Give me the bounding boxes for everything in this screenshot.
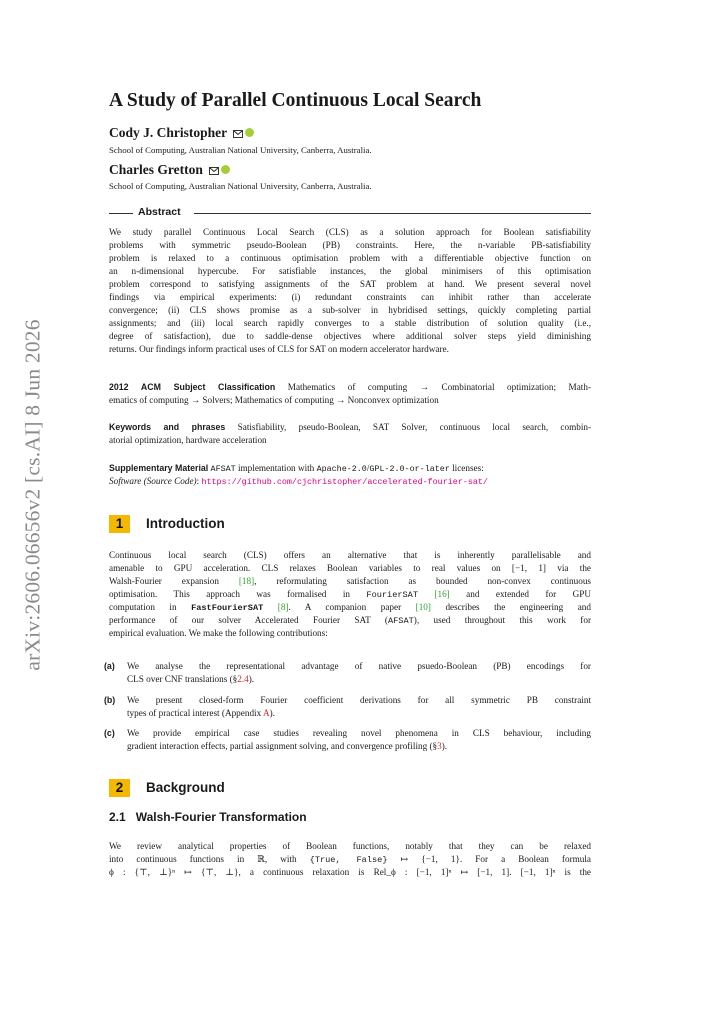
section-title: Introduction — [146, 516, 225, 531]
abstract-line: findings via empirical experiments: (i) redundant constraints can inhibit rather than accelerate — [109, 292, 591, 302]
software-label: Software (Source Code) — [109, 476, 197, 486]
citation-link[interactable]: [8] — [277, 602, 289, 612]
abstract-body — [109, 226, 591, 356]
abstract-rule — [109, 213, 133, 214]
section-number-badge: 2 — [109, 779, 130, 797]
keywords — [109, 421, 591, 447]
author-2 — [109, 162, 230, 178]
source-code-link[interactable]: https://github.com/cjchristopher/accelerated-fourier-sat/ — [201, 477, 488, 487]
section-heading-introduction — [109, 515, 225, 533]
abstract-line: returns. Our findings inform practical uses of CLS for SAT on modern accelerator hardware. — [109, 344, 449, 354]
author-name: Cody J. Christopher — [109, 125, 227, 140]
abstract-line: convergence; (ii) CLS shows promise as a sub-solver in hybridised settings, quickly completing partial — [109, 305, 591, 315]
tool-name: AFSAT — [210, 464, 236, 474]
citation-link[interactable]: [10] — [415, 602, 431, 612]
subsection-title: Walsh-Fourier Transformation — [135, 810, 307, 824]
license: GPL-2.0-or-later — [369, 464, 450, 474]
appendix-ref-link[interactable]: A — [262, 708, 270, 718]
acm-classification — [109, 381, 591, 407]
orcid-icon[interactable] — [221, 165, 230, 174]
license: Apache-2.0 — [316, 464, 367, 474]
abstract-heading: Abstract — [138, 206, 181, 218]
item-label: (c) — [104, 728, 115, 738]
citation-link[interactable]: [18] — [238, 576, 255, 586]
email-icon[interactable] — [233, 130, 243, 138]
paper-title: A Study of Parallel Continuous Local Search — [109, 90, 482, 111]
contribution-item: (b) We present closed-form Fourier coefficient derivations for all symmetric PB constraint types of practical interest (Appendix A). — [104, 695, 591, 718]
section-heading-background — [109, 779, 225, 797]
abstract-line: degree of satisfaction), due to saddle-dense objectives where additional solver steps yield diminishing — [109, 331, 591, 341]
acm-label: 2012 ACM Subject Classification — [109, 382, 276, 392]
supplementary-material: Supplementary Material AFSAT implementation with Apache-2.0/GPL-2.0-or-later licenses: Software (Source Code): https://github.com/cjchristopher/accelerated-fourier-sat/ — [109, 463, 488, 487]
contribution-item: (a) We analyse the representational advantage of native psuedo-Boolean (PB) encodings for CLS over CNF translations (§2.4). — [104, 661, 591, 684]
author-1-affiliation: School of Computing, Australian National University, Canberra, Australia. — [109, 145, 372, 155]
author-name: Charles Gretton — [109, 162, 203, 177]
orcid-icon[interactable] — [245, 128, 254, 137]
section-ref-link[interactable]: 2.4 — [237, 674, 249, 684]
acm-text: ematics of computing → Solvers; Mathematics of computing → Nonconvex optimization — [109, 395, 439, 405]
abstract-rule — [194, 213, 591, 214]
author-2-affiliation: School of Computing, Australian National University, Canberra, Australia. — [109, 181, 372, 191]
contribution-item: (c) We provide empirical case studies revealing novel phenomena in CLS behaviour, including gradient interaction effects, partial assignment solving, and convergence profiling (§3). — [104, 728, 591, 751]
abstract-line: problem is relaxed to a continuous optimisation problem with a differentiable objective function on — [109, 253, 591, 263]
keywords-text: atorial optimization, hardware acceleration — [109, 435, 267, 445]
subsection-heading — [109, 810, 307, 824]
arxiv-side-stamp: arXiv:2606.06656v2 [cs.AI] 8 Jun 2026 — [20, 319, 45, 671]
supplementary-label: Supplementary Material — [109, 463, 209, 473]
abstract-line: problems with symmetric pseudo-Boolean (PB) constraints. Here, the n-variable PB-satisfiability — [109, 240, 591, 250]
item-label: (a) — [104, 661, 115, 671]
keywords-text: Satisfiability, pseudo-Boolean, SAT Solver, continuous local search, combin- — [237, 422, 591, 432]
subsection-number: 2.1 — [109, 810, 126, 824]
keywords-label: Keywords and phrases — [109, 422, 226, 432]
acm-text: Mathematics of computing → Combinatorial optimization; Math- — [287, 382, 591, 392]
background-paragraph: We review analytical properties of Boolean functions, notably that they can be relaxed into continuous functions in ℝ, with {True, False} ↦ {−1, 1}. For a Boolean formula ϕ : {⊤, ⊥}ⁿ ↦ {⊤, ⊥}, a continuous relaxation is Rel_ϕ : [−1, 1]ⁿ ↦ [−1, 1]. [−1, 1]ⁿ is the — [109, 841, 591, 877]
item-label: (b) — [104, 695, 116, 705]
author-1 — [109, 125, 254, 141]
section-title: Background — [146, 780, 225, 795]
abstract-line: problem correspond to satisfying assignments of the SAT problem at hand. We present several novel — [109, 279, 591, 289]
abstract-line: We study parallel Continuous Local Search (CLS) as a solution approach for Boolean satisfiability — [109, 227, 591, 237]
abstract-line: assignments; and (iii) local search rapidly converges to a stable distribution of solution quality (i.e., — [109, 318, 591, 328]
citation-link[interactable]: [16] — [434, 589, 450, 599]
abstract-line: an n-dimensional hypercube. For satisfiable instances, the global minimisers of this optimisation — [109, 266, 591, 276]
email-icon[interactable] — [209, 167, 219, 175]
introduction-paragraph: Continuous local search (CLS) offers an alternative that is inherently parallelisable and amenable to GPU acceleration. CLS relaxes Boolean variables to real values on [−1, 1] via the Walsh-Fourier expansion [18], reformulating satisfaction as bounded non-convex continuous optimisation. This approach was formalised in FourierSAT [16] and extended for GPU computation in FastFourierSAT [8]. A companion paper [10] describes the engineering and performance of our solver Accelerated Fourier SAT (AFSAT), used throughout this work for empirical evaluation. We make the following contributions: — [109, 550, 591, 638]
section-number-badge: 1 — [109, 515, 130, 533]
section-ref-link[interactable]: 3 — [437, 741, 442, 751]
